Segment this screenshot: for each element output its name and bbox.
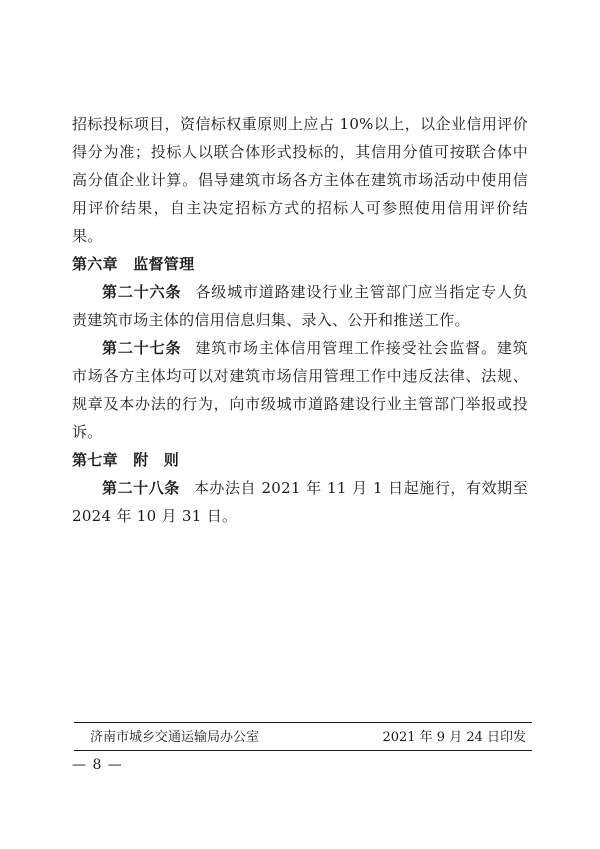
body-text	[72, 110, 528, 530]
article-28-text: 本办法自 2021 年 11 月 1 日起施行，有效期至 2024 年 10 月 31 日。	[72, 479, 528, 525]
article-27	[72, 334, 528, 446]
article-28-label: 第二十八条	[102, 479, 180, 497]
page-number: — 8 —	[72, 757, 123, 773]
article-28	[72, 474, 528, 530]
article-27-text: 建筑市场主体信用管理工作接受社会监督。建筑市场各方主体均可以对建筑市场信用管理工作中违反法律、法规、规章及本办法的行为，向市级城市道路建设行业主管部门举报或投诉。	[72, 339, 528, 441]
footer-top-rule	[74, 722, 532, 723]
issue-date: 2021 年 9 月 24 日印发	[382, 730, 526, 745]
article-26-label: 第二十六条	[102, 283, 182, 301]
issuer-name: 济南市城乡交通运输局办公室	[90, 730, 260, 745]
intro-paragraph: 招标投标项目，资信标权重原则上应占 10%以上，以企业信用评价得分为准；投标人以联合体形式投标的，其信用分值可按联合体中高分值企业计算。倡导建筑市场各方主体在建筑市场活动中使用信用评价结果，自主决定招标方式的招标人可参照使用信用评价结果。	[72, 115, 528, 245]
footer-row	[90, 726, 526, 745]
chapter-6-heading: 第六章 监督管理	[72, 255, 195, 273]
footer-bottom-rule	[74, 750, 532, 751]
article-26-text: 各级城市道路建设行业主管部门应当指定专人负责建筑市场主体的信用信息归集、录入、公开和推送工作。	[72, 283, 528, 329]
article-27-label: 第二十七条	[102, 339, 182, 357]
article-26	[72, 278, 528, 334]
chapter-7-heading: 第七章 附 则	[72, 451, 180, 469]
